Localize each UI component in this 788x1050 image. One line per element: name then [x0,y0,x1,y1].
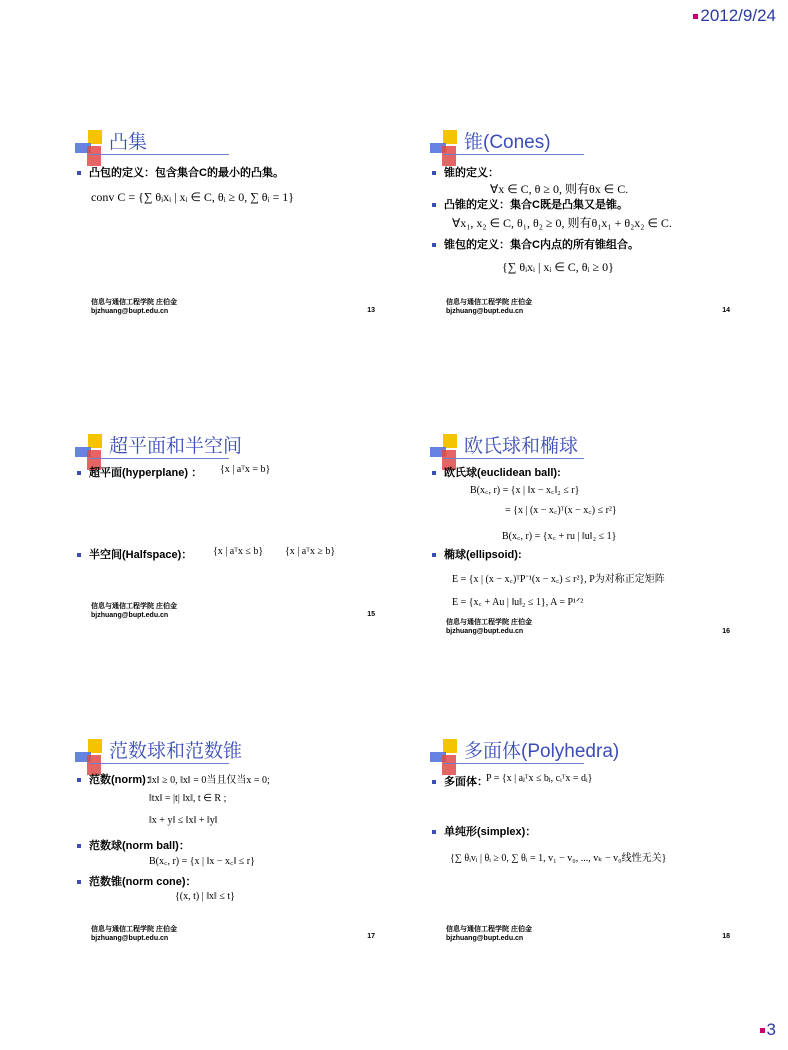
slide-17 [75,733,375,953]
formula: E = {x | (x − x꜀)ᵀP⁻¹(x − x꜀) ≤ r²}, P为对称正定矩阵 [452,574,665,585]
formula: ∀x ∈ C, θ ≥ 0, 则有θx ∈ C. [490,182,629,196]
formula: = {x | (x − x꜀)ᵀ(x − x꜀) ≤ r²} [505,505,617,516]
slide-title: 多面体(Polyhedra) [464,741,620,762]
slide-logo-icon [75,739,111,775]
page-number: 3 [760,1020,776,1040]
slide-logo-icon [430,130,466,166]
formula: {x | aᵀx ≤ b} [213,546,264,557]
slide-title-bar [430,733,730,769]
slide-number: 13 [367,307,375,314]
formula: B(x꜀, r) = {x꜀ + ru | ‖u‖₂ ≤ 1} [502,531,617,542]
formula: B(x꜀, r) = {x | ‖x − x꜀‖₂ ≤ r} [470,485,580,496]
slide-title: 超平面和半空间 [109,436,243,457]
slide-logo-icon [430,739,466,775]
page-date [693,6,776,26]
bullet-item: 凸锥的定义：集合C既是凸集又是锥。 [432,196,628,212]
formula: {∑ θᵢvᵢ | θᵢ ≥ 0, ∑ θᵢ = 1, v₁ − v₀, ..., vₖ − v₀线性无关} [450,853,667,864]
formula: E = {x꜀ + Au | ‖u‖₂ ≤ 1}, A = P¹ᐟ² [452,597,584,608]
slide-number: 14 [722,307,730,314]
formula: {∑ θᵢxᵢ | xᵢ ∈ C, θᵢ ≥ 0} [502,260,614,274]
formula: P = {x | aⱼᵀx ≤ bⱼ, cᵢᵀx = dᵢ} [486,773,593,784]
slide-logo-icon [75,130,111,166]
slide-footer: 信息与通信工程学院 庄伯金 bjzhuang@bupt.edu.cn [91,926,177,942]
slide-number: 15 [367,611,375,618]
bullet-item: 多面体： [432,773,488,789]
bullet-item: 范数锥(norm cone)： [77,873,197,889]
slide-footer: 信息与通信工程学院 庄伯金 bjzhuang@bupt.edu.cn [91,299,177,315]
bullet-square-icon [693,14,698,19]
slide-title: 范数球和范数锥 [109,741,243,762]
bullet-item: 范数球(norm ball)： [77,837,190,853]
bullet-item: 椭球(ellipsoid): [432,546,522,562]
slide-number: 16 [722,628,730,635]
bullet-square-icon [760,1028,765,1033]
slide-footer: 信息与通信工程学院 庄伯金 bjzhuang@bupt.edu.cn [91,603,177,619]
slide-footer: 信息与通信工程学院 庄伯金 bjzhuang@bupt.edu.cn [446,619,532,635]
formula: B(x꜀, r) = {x | ‖x − x꜀‖ ≤ r} [149,856,255,867]
slide-title-bar [430,124,730,160]
slide-18 [430,733,730,953]
slide-13 [75,124,375,344]
slide-14 [430,124,730,344]
formula: {x | aᵀx = b} [220,464,271,475]
formula: ‖tx‖ = |t| ‖x‖, t ∈ R ; [149,793,227,804]
formula: ∀x₁, x₂ ∈ C, θ₁, θ₂ ≥ 0, 则有θ₁x₁ + θ₂x₂ ∈ C. [452,216,672,230]
slide-title-bar [430,428,730,464]
slide-title: 锥(Cones) [464,132,551,153]
formula: conv C = {∑ θᵢxᵢ | xᵢ ∈ C, θᵢ ≥ 0, ∑ θᵢ = 1} [91,190,294,204]
slide-title-bar [75,428,375,464]
bullet-item: 范数(norm)： [77,771,157,787]
formula: ‖x + y‖ ≤ ‖x‖ + ‖y‖ [149,815,218,826]
bullet-item: 锥的定义： [432,164,499,180]
bullet-item: 欧氏球(euclidean ball): [432,464,561,480]
slide-title: 欧氏球和椭球 [464,436,579,457]
slide-footer: 信息与通信工程学院 庄伯金 bjzhuang@bupt.edu.cn [446,299,532,315]
slide-title: 凸集 [109,132,148,153]
formula: {x | aᵀx ≥ b} [285,546,336,557]
slide-footer: 信息与通信工程学院 庄伯金 bjzhuang@bupt.edu.cn [446,926,532,942]
page-date-text: 2012/9/24 [700,6,776,25]
formula: {(x, t) | ‖x‖ ≤ t} [175,891,235,902]
bullet-item: 锥包的定义：集合C内点的所有锥组合。 [432,236,639,252]
slide-15 [75,428,375,648]
slide-number: 18 [722,933,730,940]
bullet-item: 单纯形(simplex)： [432,823,536,839]
slide-number: 17 [367,933,375,940]
slide-title-bar [75,124,375,160]
bullet-item: 凸包的定义：包含集合C的最小的凸集。 [77,164,284,180]
formula: ‖x‖ ≥ 0, ‖x‖ = 0当且仅当x = 0; [149,775,270,786]
slide-title-bar [75,733,375,769]
slide-16 [430,428,730,648]
bullet-item: 半空间(Halfspace)： [77,546,192,562]
bullet-item: 超平面(hyperplane) ： [77,464,202,480]
